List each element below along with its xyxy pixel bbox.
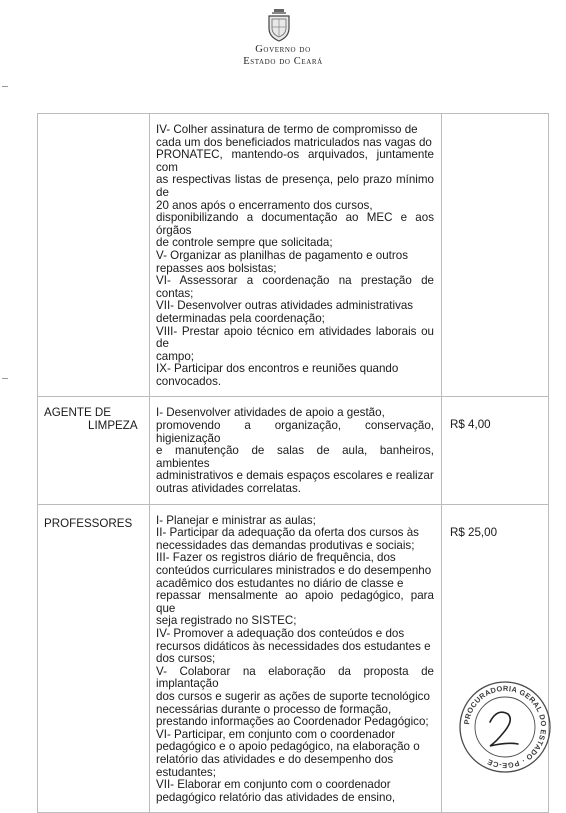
duties-cell (150, 397, 442, 504)
duty-line: VIII- Prestar apoio técnico em atividades laborais ou de (156, 324, 434, 351)
payment-value: R$ 25,00 (450, 525, 498, 539)
duty-line: 20 anos após o encerramento dos cursos, (156, 198, 373, 212)
duty-line: I- Desenvolver atividades de apoio a gestão, (156, 406, 385, 420)
duty-line: recursos didáticos às necessidades dos estudantes e (156, 639, 431, 653)
government-name-line2: Estado do Ceará (243, 56, 323, 67)
duties-cell (150, 114, 442, 397)
margin-mark (2, 378, 8, 379)
duty-line: III- Fazer os registros diário de frequência, dos (156, 551, 396, 565)
duties-text (150, 397, 441, 503)
value-cell (442, 397, 549, 504)
duty-line: e manutenção de salas de aula, banheiros, ambientes (156, 444, 434, 470)
duty-line: PRONATEC, mantendo-os arquivados, juntamente com (156, 148, 434, 174)
duty-line: convocados. (156, 374, 222, 388)
duty-line: VI- Participar, em conjunto com o coordenador (156, 727, 396, 741)
duty-line: seja registrado no SISTEC; (156, 614, 297, 628)
duty-line: acadêmico dos estudantes no diário de classe e (156, 576, 404, 590)
role-cell (38, 114, 150, 397)
duty-line: dos cursos; (156, 652, 216, 666)
duties-cell (150, 504, 442, 813)
office-stamp (456, 678, 554, 776)
duty-line: outras atividades correlatas. (156, 482, 301, 496)
duty-line: disponibilizando a documentação ao MEC e aos órgãos (156, 211, 434, 237)
duty-line: VII- Desenvolver outras atividades administrativas (156, 299, 414, 313)
duties-text (150, 505, 441, 813)
duty-line: IX- Participar dos encontros e reuniões quando (156, 362, 399, 376)
duty-line: dos cursos e sugerir as ações de suporte tecnológico (156, 689, 430, 703)
payment-value: R$ 4,00 (450, 418, 491, 432)
duty-line: necessidades das demandas produtivas e sociais; (156, 538, 415, 552)
coat-of-arms-icon (265, 8, 293, 42)
duty-line: prestando informações ao Coordenador Pedagógico; (156, 715, 429, 729)
duty-line: campo; (156, 349, 195, 363)
duty-line: necessárias durante o processo de formação, (156, 702, 392, 716)
duty-line: administrativos e demais espaços escolares e realizar (156, 469, 434, 483)
svg-text:PROCURADORIA GERAL DO ESTADO ·: PROCURADORIA GERAL DO ESTADO · PGE-CE (462, 683, 549, 771)
role-label-continuation: LIMPEZA (88, 419, 138, 433)
value-cell (442, 114, 549, 397)
margin-mark (2, 86, 8, 87)
table-row (38, 397, 549, 504)
duty-line: conteúdos curriculares ministrados e do desempenho (156, 564, 432, 577)
duty-line: relatório das atividades e do desempenho dos (156, 752, 394, 766)
duty-line: IV- Promover a adequação dos conteúdos e dos (156, 626, 405, 640)
duty-line: V- Organizar as planilhas de pagamento e outros (156, 248, 408, 262)
duty-line: VI- Assessorar a coordenação na prestação de contas; (156, 274, 434, 300)
table-row (38, 114, 549, 397)
duty-line: VII- Elaborar em conjunto com o coordenador (156, 778, 391, 792)
duty-line: de controle sempre que solicitada; (156, 236, 333, 250)
duty-line: pedagógico relatório das atividades de ensino, (156, 790, 396, 804)
duty-line: V- Colaborar na elaboração da proposta de implantação (156, 664, 434, 691)
duty-line: pedagógico e o apoio pedagógico, na elaboração o (156, 740, 420, 754)
role-cell (38, 504, 150, 813)
role-label: AGENTE DE (44, 406, 111, 420)
duty-line: cada um dos beneficiados matriculados nas vagas do (156, 135, 432, 149)
government-name-line1: Governo do (255, 44, 311, 55)
role-label: PROFESSORES (44, 516, 133, 530)
duty-line: IV- Colher assinatura de termo de compromisso de (156, 123, 418, 136)
duties-text (150, 114, 441, 396)
duty-line: as respectivas listas de presença, pelo prazo mínimo de (156, 173, 434, 199)
role-cell (38, 397, 150, 504)
duty-line: repasses aos bolsistas; (156, 261, 277, 275)
duty-line: determinadas pela coordenação; (156, 311, 325, 325)
duty-line: promovendo a organização, conservação, higienização (156, 419, 434, 445)
duty-line: I- Planejar e ministrar as aulas; (156, 513, 316, 527)
duty-line: repassar mensalmente ao apoio pedagógico, para que (156, 589, 434, 615)
duty-line: estudantes; (156, 765, 216, 779)
duty-line: II- Participar da adequação da oferta dos cursos às (156, 526, 419, 540)
